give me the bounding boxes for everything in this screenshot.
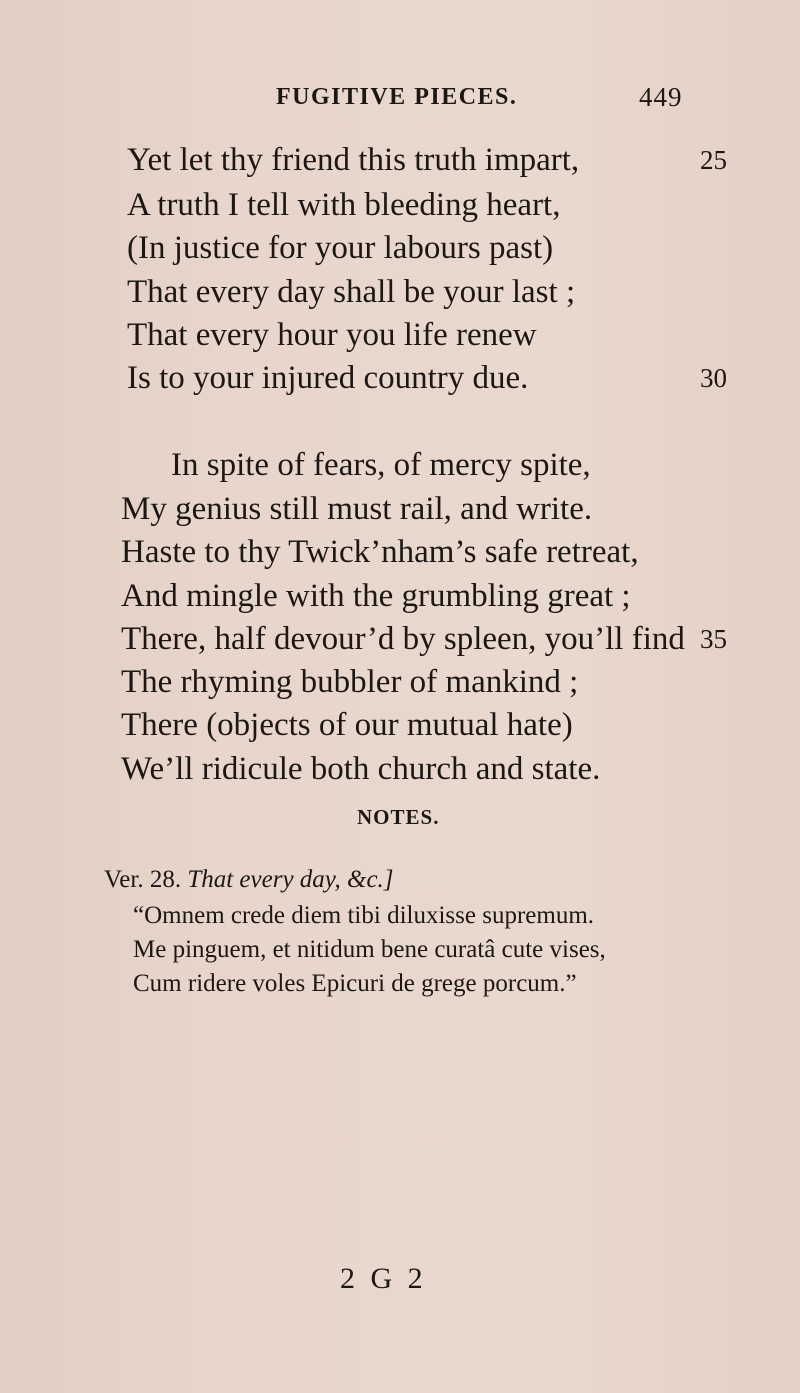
verse-line: And mingle with the grumbling great ; (121, 578, 631, 614)
notes-heading: NOTES. (357, 805, 440, 829)
note-ref-text: That every day, &c.] (187, 866, 394, 893)
verse-line: That every hour you life renew (127, 317, 537, 353)
note-verse-ref: Ver. 28. (104, 866, 182, 893)
note-quote-line: Me pinguem, et nitidum bene curatâ cute vises, (133, 936, 606, 963)
note-quote-line: “Omnem crede diem tibi diluxisse supremum. (133, 902, 595, 929)
verse-line: In spite of fears, of mercy spite, (171, 447, 591, 483)
signature-mark: 2 G 2 (340, 1262, 427, 1295)
verse-line: A truth I tell with bleeding heart, (127, 187, 561, 223)
page-header (0, 84, 800, 124)
running-head: FUGITIVE PIECES. (276, 84, 518, 110)
verse-line: There (objects of our mutual hate) (121, 707, 573, 743)
verse-line: We’ll ridicule both church and state. (121, 751, 601, 787)
note-quote-line: Cum ridere voles Epicuri de grege porcum.” (133, 970, 577, 997)
verse-line: There, half devour’d by spleen, you’ll find (121, 621, 685, 657)
verse-line: (In justice for your labours past) (127, 230, 554, 266)
line-number: 25 (700, 145, 727, 175)
line-number: 30 (700, 363, 727, 393)
verse-line: Haste to thy Twick’nham’s safe retreat, (121, 534, 639, 570)
verse-line: Yet let thy friend this truth impart, (127, 142, 580, 178)
verse-line: Is to your injured country due. (127, 360, 529, 396)
verse-line: That every day shall be your last ; (127, 274, 576, 310)
verse-line: My genius still must rail, and write. (121, 491, 593, 527)
page-number: 449 (639, 82, 683, 112)
line-number: 35 (700, 624, 727, 654)
verse-line: The rhyming bubbler of mankind ; (121, 664, 579, 700)
note-reference (104, 864, 394, 896)
